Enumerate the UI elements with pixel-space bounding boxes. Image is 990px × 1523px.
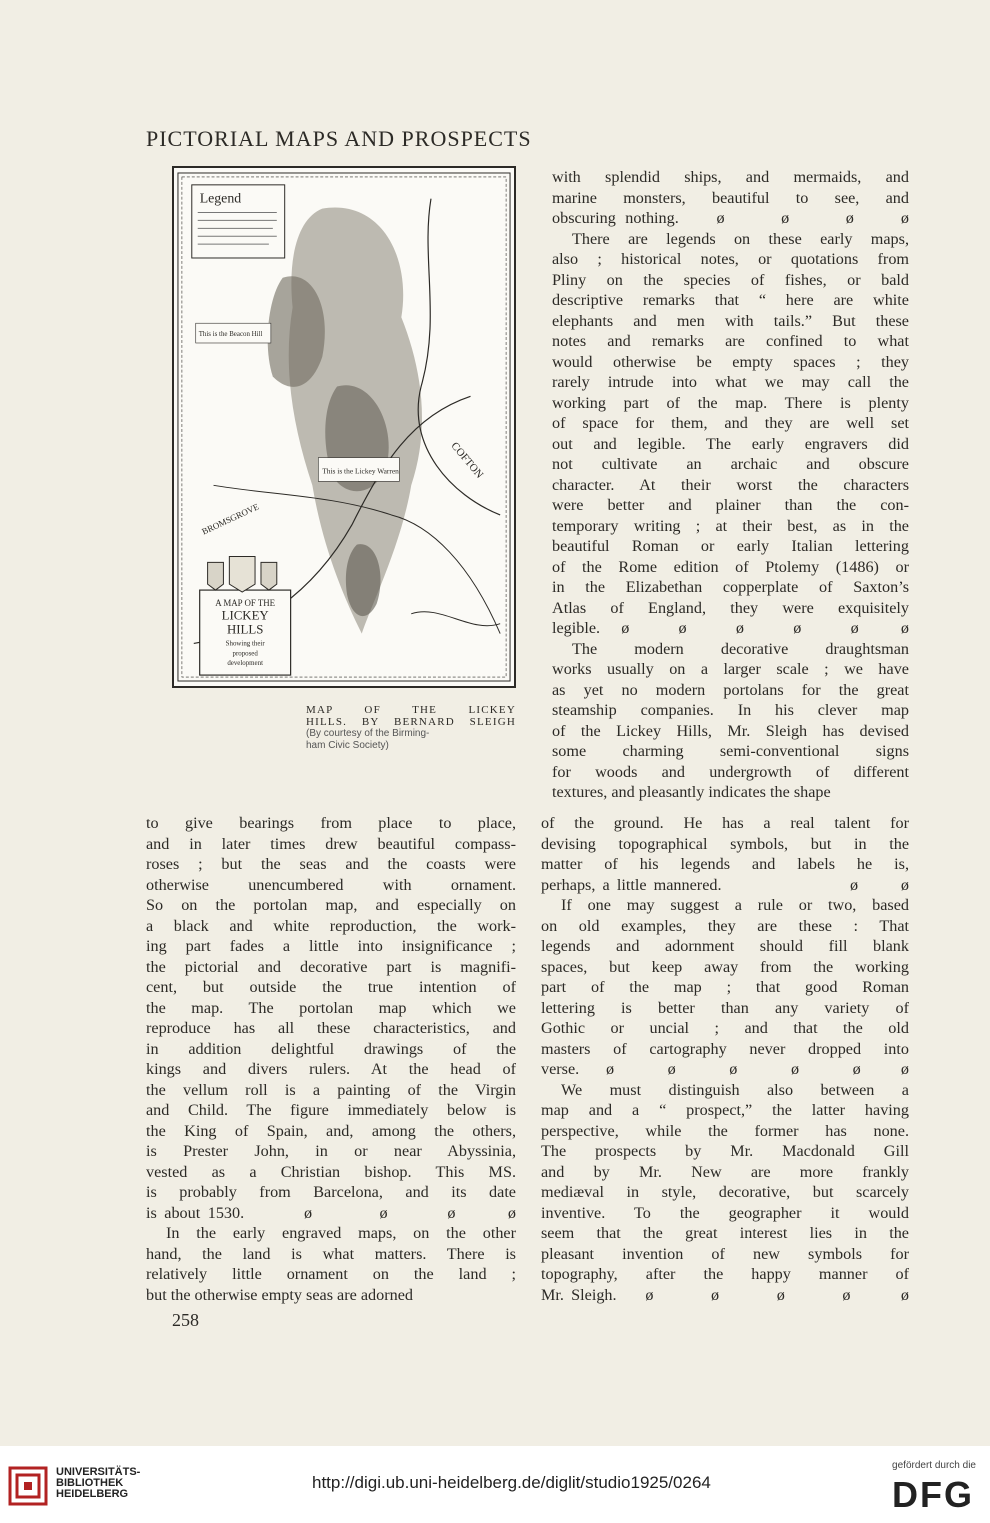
page-header: PICTORIAL MAPS AND PROSPECTS bbox=[146, 126, 532, 151]
text-line: of the Lickey Hills, Mr. Sleigh has devised bbox=[552, 721, 909, 740]
text-line: legible. ø ø ø ø ø ø bbox=[552, 619, 909, 637]
text-line: elephants and men with tails.” But these bbox=[552, 311, 909, 330]
text-line: obscuring nothing. ø ø ø ø bbox=[552, 209, 909, 227]
text-line: part of the map ; that good Roman bbox=[541, 978, 909, 996]
text-line: topography, after the happy manner of bbox=[541, 1265, 909, 1283]
text-line: vested as a Christian bishop. This MS. bbox=[146, 1162, 516, 1181]
text-line: on old examples, they are these : That bbox=[541, 916, 909, 935]
cartouche-line-5: proposed bbox=[232, 650, 258, 658]
left-column bbox=[146, 813, 516, 1305]
text-line: some charming semi-conventional signs bbox=[552, 742, 909, 760]
text-line: the map. The portolan map which we bbox=[146, 998, 516, 1017]
lickey-hills-map bbox=[172, 166, 516, 688]
text-line: relatively little ornament on the land ; bbox=[146, 1265, 516, 1283]
text-line: works usually on a larger scale ; we have bbox=[552, 660, 909, 678]
text-line: kings and divers rulers. At the head of bbox=[146, 1060, 516, 1078]
text-line: Gothic or uncial ; and that the old bbox=[541, 1019, 909, 1037]
text-line: marine monsters, beautiful to see, and bbox=[552, 188, 909, 207]
map-label-bromsgrove: BROMSGROVE bbox=[200, 501, 261, 537]
source-url[interactable]: http://digi.ub.uni-heidelberg.de/diglit/studio1925/0264 bbox=[312, 1473, 711, 1492]
text-line: perhaps, a little mannered. ø ø bbox=[541, 875, 909, 894]
cartouche-line-4: Showing their bbox=[225, 640, 265, 648]
text-line: Pliny on the species of fishes, or bald bbox=[552, 270, 909, 289]
text-line: were better and plainer than the con- bbox=[552, 496, 909, 514]
text-line: Mr. Sleigh. ø ø ø ø ø bbox=[541, 1285, 909, 1304]
text-line: and in later times drew beautiful compass- bbox=[146, 834, 516, 853]
map-label-cofton: COFTON bbox=[448, 439, 486, 481]
text-line: spaces, but keep away from the working bbox=[541, 957, 909, 976]
text-line: of space for them, and they are well set bbox=[552, 414, 909, 432]
map-caption bbox=[306, 704, 516, 752]
text-line: for woods and undergrowth of different bbox=[552, 762, 909, 781]
university-library-logo-icon bbox=[8, 1466, 48, 1506]
text-line: a black and white reproduction, the work- bbox=[146, 916, 516, 935]
map-illustration bbox=[174, 168, 514, 686]
text-line: ing part fades a little into insignificance ; bbox=[146, 937, 516, 955]
text-line: reproduce has all these characteristics, and bbox=[146, 1019, 516, 1037]
text-line: in the Elizabethan copperplate of Saxton’s bbox=[552, 578, 909, 596]
caption-credit: (By courtesy of the Birming- ham Civic Society) bbox=[306, 728, 430, 751]
text-line: rarely intrude into what we may call the bbox=[552, 373, 909, 391]
caption-title: MAP OF THE LICKEY HILLS. BY BERNARD SLEIGH bbox=[306, 704, 516, 728]
text-line: the vellum roll is a painting of the Virgin bbox=[146, 1080, 516, 1099]
text-line: If one may suggest a rule or two, based bbox=[561, 896, 909, 914]
text-line: with splendid ships, and mermaids, and bbox=[552, 168, 909, 186]
text-line: of the ground. He has a real talent for bbox=[541, 814, 909, 832]
text-line: to give bearings from place to place, bbox=[146, 814, 516, 832]
text-line: and by Mr. New are more frankly bbox=[541, 1162, 909, 1181]
text-line: mediæval in style, decorative, but scarcely bbox=[541, 1183, 909, 1201]
text-line: is probably from Barcelona, and its date bbox=[146, 1183, 516, 1201]
text-line: So on the portolan map, and especially on bbox=[146, 896, 516, 914]
map-label-beacon: This is the Beacon Hill bbox=[198, 331, 263, 339]
text-line: not cultivate an archaic and obscure bbox=[552, 455, 909, 473]
text-line: and Child. The figure immediately below is bbox=[146, 1101, 516, 1119]
text-line: We must distinguish also between a bbox=[561, 1080, 909, 1099]
page-number: 258 bbox=[172, 1310, 199, 1330]
funded-by-label: gefördert durch die bbox=[892, 1460, 976, 1471]
text-line: the King of Spain, and, among the others, bbox=[146, 1121, 516, 1140]
cartouche-line-2: LICKEY bbox=[221, 608, 269, 623]
text-line: out and legible. The early engravers did bbox=[552, 434, 909, 453]
text-line: perspective, while the former has none. bbox=[541, 1121, 909, 1140]
text-line: hand, the land is what matters. There is bbox=[146, 1244, 516, 1263]
text-line: would otherwise be empty spaces ; they bbox=[552, 352, 909, 371]
text-line: Atlas of England, they were exquisitely bbox=[552, 598, 909, 617]
text-line: steamship companies. In his clever map bbox=[552, 701, 909, 719]
text-line: cent, but outside the true intention of bbox=[146, 978, 516, 996]
text-line: The prospects by Mr. Macdonald Gill bbox=[541, 1142, 909, 1160]
text-line: otherwise unencumbered with ornament. bbox=[146, 875, 516, 894]
text-line: character. At their worst the characters bbox=[552, 475, 909, 494]
right-column-bottom bbox=[541, 813, 909, 1305]
text-line: of the Rome edition of Ptolemy (1486) or bbox=[552, 557, 909, 576]
text-line: The modern decorative draughtsman bbox=[572, 639, 909, 658]
text-line: map and a “ prospect,” the latter having bbox=[541, 1101, 909, 1119]
text-line: is about 1530. ø ø ø ø bbox=[146, 1203, 516, 1222]
map-label-warren: This is the Lickey Warren bbox=[322, 466, 399, 476]
text-line: beautiful Roman or early Italian lettering bbox=[552, 537, 909, 555]
text-line: but the otherwise empty seas are adorned bbox=[146, 1285, 413, 1304]
library-name: UNIVERSITÄTS- BIBLIOTHEK HEIDELBERG bbox=[56, 1466, 141, 1500]
text-line: legends and adornment should fill blank bbox=[541, 937, 909, 955]
text-line: inventive. To the geographer it would bbox=[541, 1203, 909, 1222]
text-line: notes and remarks are confined to what bbox=[552, 332, 909, 350]
text-line: descriptive remarks that “ here are white bbox=[552, 291, 909, 309]
text-line: In the early engraved maps, on the other bbox=[166, 1224, 516, 1242]
text-line: the pictorial and decorative part is magnifi- bbox=[146, 957, 516, 976]
map-legend-title: Legend bbox=[199, 190, 242, 206]
dfg-logo: DFG bbox=[892, 1474, 974, 1515]
cartouche-line-1: A MAP OF THE bbox=[215, 597, 276, 608]
text-line: temporary writing ; at their best, as in the bbox=[552, 516, 909, 535]
cartouche-line-6: development bbox=[227, 660, 263, 668]
text-line: in addition delightful drawings of the bbox=[146, 1039, 516, 1058]
text-line: pleasant invention of new symbols for bbox=[541, 1244, 909, 1263]
text-line: working part of the map. There is plenty bbox=[552, 393, 909, 412]
text-line: masters of cartography never dropped into bbox=[541, 1039, 909, 1058]
text-line: also ; historical notes, or quotations from bbox=[552, 250, 909, 268]
footer-bar bbox=[0, 1446, 990, 1523]
text-line: is Prester John, in or near Abyssinia, bbox=[146, 1142, 516, 1160]
text-line: lettering is better than any variety of bbox=[541, 998, 909, 1017]
text-line: textures, and pleasantly indicates the shape bbox=[552, 783, 831, 801]
text-line: as yet no modern portolans for the great bbox=[552, 680, 909, 699]
text-line: There are legends on these early maps, bbox=[572, 229, 909, 248]
text-line: roses ; but the seas and the coasts were bbox=[146, 855, 516, 873]
text-line: devising topographical symbols, but in the bbox=[541, 834, 909, 853]
text-line: matter of his legends and labels he is, bbox=[541, 855, 909, 873]
right-column-top bbox=[552, 167, 909, 803]
cartouche-line-3: HILLS bbox=[226, 622, 264, 637]
text-line: seem that the great interest lies in the bbox=[541, 1224, 909, 1242]
text-line: verse. ø ø ø ø ø ø bbox=[541, 1060, 909, 1078]
